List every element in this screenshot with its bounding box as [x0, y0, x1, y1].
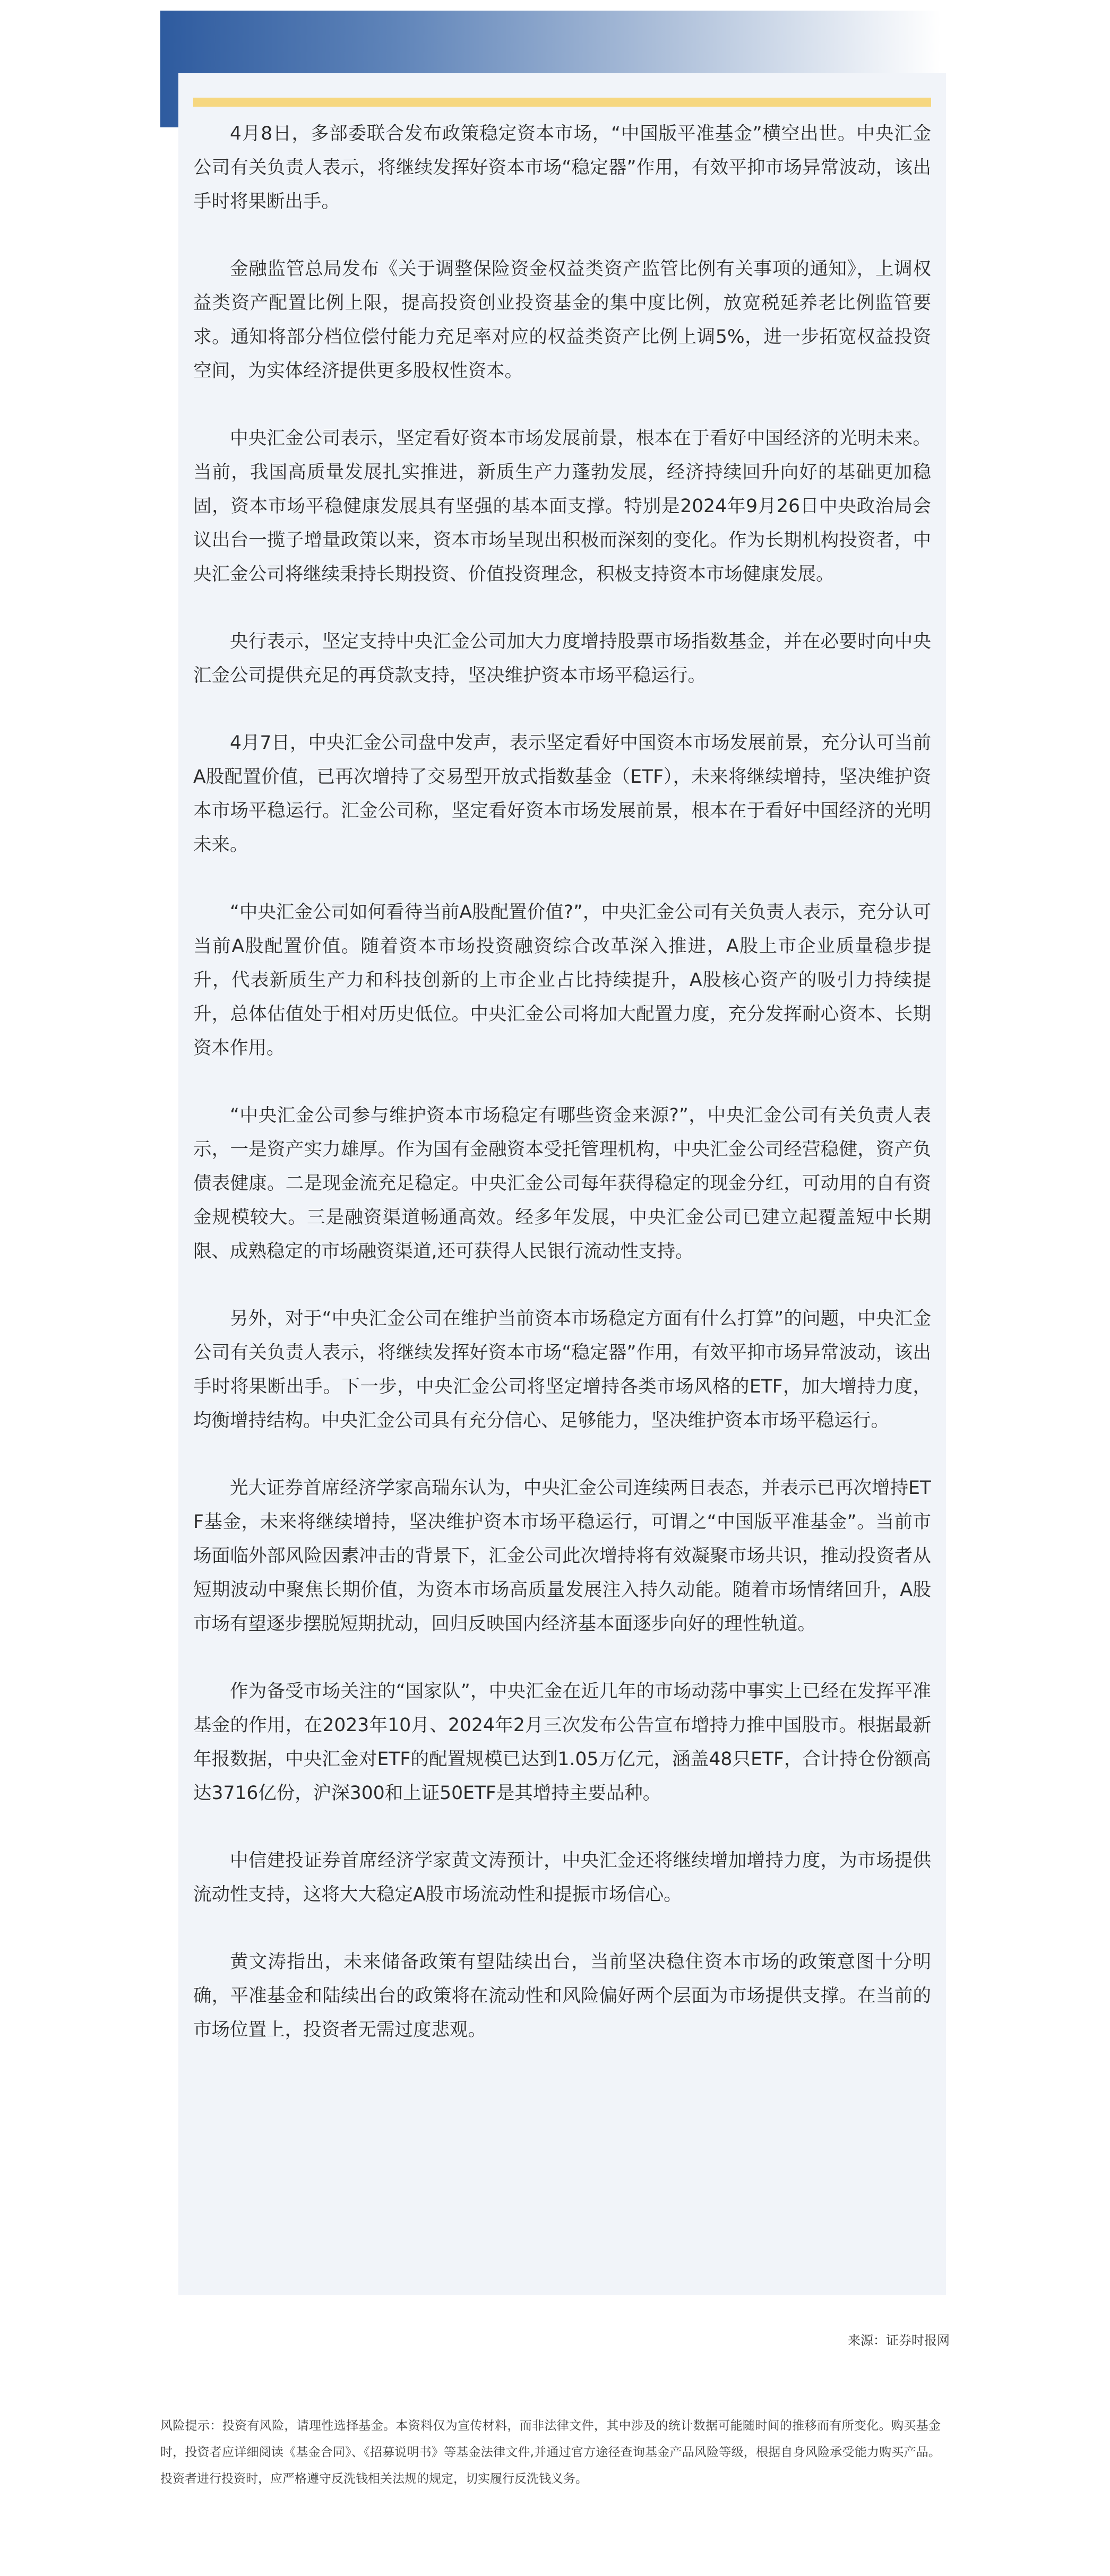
paragraph-10: 作为备受市场关注的“国家队”，中央汇金在近几年的市场动荡中事实上已经在发挥平准基金的作用，在2023年10月、2024年2月三次发布公告宣布增持力推中国股市。根据最新年报数据，中央汇金对ETF的配置规模已达到1.05万亿元，涵盖48只ETF，合计持仓份额高达3716亿份，沪深300和上证50ETF是其增持主要品种。: [193, 1681, 931, 1804]
paragraph-12: 黄文涛指出，未来储备政策有望陆续出台，当前坚决稳住资本市场的政策意图十分明确，平准基金和陆续出台的政策将在流动性和风险偏好两个层面为市场提供支撑。在当前的市场位置上，投资者无需过度悲观。: [193, 1951, 931, 2041]
paragraph-6: “中央汇金公司如何看待当前A股配置价值?”，中央汇金公司有关负责人表示，充分认可当前A股配置价值。随着资本市场投资融资综合改革深入推进，A股上市企业质量稳步提升，代表新质生产力和科技创新的上市企业占比持续提升，A股核心资产的吸引力持续提升，总体估值处于相对历史低位。中央汇金公司将加大配置力度，充分发挥耐心资本、长期资本作用。: [193, 902, 931, 1059]
risk-disclaimer: 风险提示：投资有风险，请理性选择基金。本资料仅为宣传材料，而非法律文件，其中涉及的统计数据可能随时间的推移而有所变化。购买基金时，投资者应详细阅读《基金合同》、《招募说明书》等基金法律文件,并通过官方途径查询基金产品风险等级，根据自身风险承受能力购买产品。投资者进行投资时，应严格遵守反洗钱相关法规的规定，切实履行反洗钱义务。: [160, 2419, 941, 2486]
paragraph-5: 4月7日，中央汇金公司盘中发声，表示坚定看好中国资本市场发展前景，充分认可当前A股配置价值，已再次增持了交易型开放式指数基金（ETF），未来将继续增持，坚决维护资本市场平稳运行。汇金公司称，坚定看好资本市场发展前景，根本在于看好中国经济的光明未来。: [193, 732, 931, 855]
paragraph-11: 中信建投证券首席经济学家黄文涛预计，中央汇金还将继续增加增持力度，为市场提供流动性支持，这将大大稳定A股市场流动性和提振市场信心。: [193, 1850, 931, 1905]
paragraph-8: 另外，对于“中央汇金公司在维护当前资本市场稳定方面有什么打算”的问题，中央汇金公司有关负责人表示，将继续发挥好资本市场“稳定器”作用，有效平抑市场异常波动，该出手时将果断出手。下一步，中央汇金公司将坚定增持各类市场风格的ETF，加大增持力度，均衡增持结构。中央汇金公司具有充分信心、足够能力，坚决维护资本市场平稳运行。: [193, 1308, 931, 1431]
paragraph-4: 央行表示，坚定支持中央汇金公司加大力度增持股票市场指数基金，并在必要时向中央汇金公司提供充足的再贷款支持，坚决维护资本市场平稳运行。: [193, 631, 931, 686]
paragraph-1: 4月8日，多部委联合发布政策稳定资本市场，“中国版平准基金”横空出世。中央汇金公司有关负责人表示，将继续发挥好资本市场“稳定器”作用，有效平抑市场异常波动，该出手时将果断出手。: [193, 123, 931, 212]
paragraph-9: 光大证券首席经济学家高瑞东认为，中央汇金公司连续两日表态，并表示已再次增持ETF基金，未来将继续增持，坚决维护资本市场平稳运行，可谓之“中国版平准基金”。当前市场面临外部风险因素冲击的背景下，汇金公司此次增持将有效凝聚市场共识，推动投资者从短期波动中聚焦长期价值，为资本市场高质量发展注入持久动能。随着市场情绪回升，A股市场有望逐步摆脱短期扰动，回归反映国内经济基本面逐步向好的理性轨道。: [193, 1477, 931, 1635]
article-card: [178, 73, 946, 2295]
accent-stripe: [193, 98, 931, 107]
source-credit: 来源：证券时报网: [848, 2333, 950, 2348]
paragraph-7: “中央汇金公司参与维护资本市场稳定有哪些资金来源?”，中央汇金公司有关负责人表示，一是资产实力雄厚。作为国有金融资本受托管理机构，中央汇金公司经营稳健，资产负债表健康。二是现金流充足稳定。中央汇金公司每年获得稳定的现金分红，可动用的自有资金规模较大。三是融资渠道畅通高效。经多年发展，中央汇金公司已建立起覆盖短中长期限、成熟稳定的市场融资渠道,还可获得人民银行流动性支持。: [193, 1105, 931, 1262]
article-body: [193, 117, 931, 2080]
paragraph-3: 中央汇金公司表示，坚定看好资本市场发展前景，根本在于看好中国经济的光明未来。当前，我国高质量发展扎实推进，新质生产力蓬勃发展，经济持续回升向好的基础更加稳固，资本市场平稳健康发展具有坚强的基本面支撑。特别是2024年9月26日中央政治局会议出台一揽子增量政策以来，资本市场呈现出积极而深刻的变化。作为长期机构投资者，中央汇金公司将继续秉持长期投资、价值投资理念，积极支持资本市场健康发展。: [193, 428, 931, 585]
paragraph-2: 金融监管总局发布《关于调整保险资金权益类资产监管比例有关事项的通知》，上调权益类资产配置比例上限，提高投资创业投资基金的集中度比例，放宽税延养老比例监管要求。通知将部分档位偿付能力充足率对应的权益类资产比例上调5%，进一步拓宽权益投资空间，为实体经济提供更多股权性资本。: [193, 258, 931, 382]
